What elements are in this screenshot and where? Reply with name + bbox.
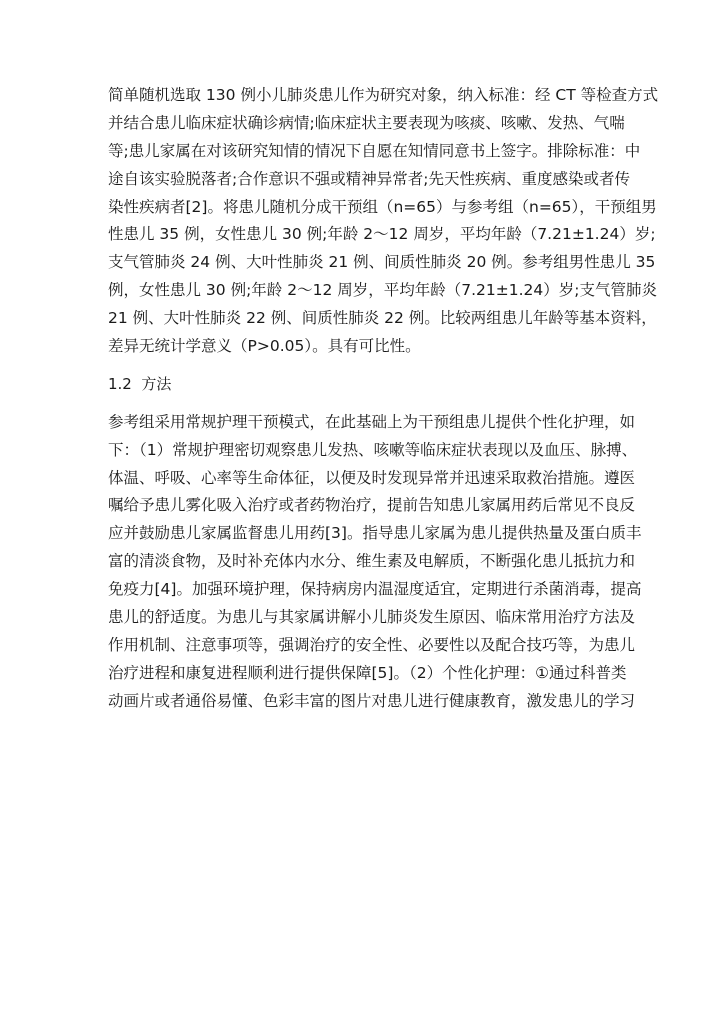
text-line: 动画片或者通俗易懂、色彩丰富的图片对患儿进行健康教育，激发患儿的学习 xyxy=(108,691,636,710)
text-line: 富的清淡食物，及时补充体内水分、维生素及电解质，不断强化患儿抵抗力和 xyxy=(108,552,636,571)
text-line: 等;患儿家属在对该研究知情的情况下自愿在知情同意书上签字。排除标准：中 xyxy=(108,141,641,160)
text-line: 体温、呼吸、心率等生命体征，以便及时发现异常并迅速采取救治措施。遵医 xyxy=(108,468,636,487)
section-heading: 1.2 方法 xyxy=(108,374,172,393)
text-line: 治疗进程和康复进程顺利进行提供保障[5]。（2）个性化护理：①通过科普类 xyxy=(108,663,627,682)
text-line: 途自该实验脱落者;合作意识不强或精神异常者;先天性疾病、重度感染或者传 xyxy=(108,169,630,188)
text-line: 应并鼓励患儿家属监督患儿用药[3]。指导患儿家属为患儿提供热量及蛋白质丰 xyxy=(108,524,642,543)
document-page xyxy=(108,82,659,716)
text-line: 性患儿 35 例，女性患儿 30 例;年龄 2～12 周岁，平均年龄（7.21±1.24）岁; xyxy=(108,225,656,244)
text-line: 支气管肺炎 24 例、大叶性肺炎 21 例、间质性肺炎 20 例。参考组男性患儿 35 xyxy=(108,253,656,272)
paragraph-subjects xyxy=(108,82,659,361)
paragraph-methods xyxy=(108,409,642,716)
text-line: 作用机制、注意事项等，强调治疗的安全性、必要性以及配合技巧等，为患儿 xyxy=(108,635,636,654)
text-line: 患儿的舒适度。为患儿与其家属讲解小儿肺炎发生原因、临床常用治疗方法及 xyxy=(108,608,636,627)
text-line: 染性疾病者[2]。将患儿随机分成干预组（n=65）与参考组（n=65），干预组男 xyxy=(108,197,657,216)
text-line: 并结合患儿临床症状确诊病情;临床症状主要表现为咳痰、咳嗽、发热、气喘 xyxy=(108,113,625,132)
text-line: 下：（1）常规护理密切观察患儿发热、咳嗽等临床症状表现以及血压、脉搏、 xyxy=(108,440,638,459)
text-line: 简单随机选取 130 例小儿肺炎患儿作为研究对象，纳入标准：经 CT 等检查方式 xyxy=(108,86,659,104)
text-line: 嘱给予患儿雾化吸入治疗或者药物治疗，提前告知患儿家属用药后常见不良反 xyxy=(108,496,636,515)
text-line: 差异无统计学意义（P>0.05）。具有可比性。 xyxy=(108,337,421,356)
text-line: 例，女性患儿 30 例;年龄 2～12 周岁，平均年龄（7.21±1.24）岁;支气管肺炎 xyxy=(108,281,657,300)
text-line: 参考组采用常规护理干预模式，在此基础上为干预组患儿提供个性化护理，如 xyxy=(108,412,636,431)
text-line: 21 例、大叶性肺炎 22 例、间质性肺炎 22 例。比较两组患儿年龄等基本资料， xyxy=(108,309,657,328)
text-line: 免疫力[4]。加强环境护理，保持病房内温湿度适宜，定期进行杀菌消毒，提高 xyxy=(108,580,642,599)
